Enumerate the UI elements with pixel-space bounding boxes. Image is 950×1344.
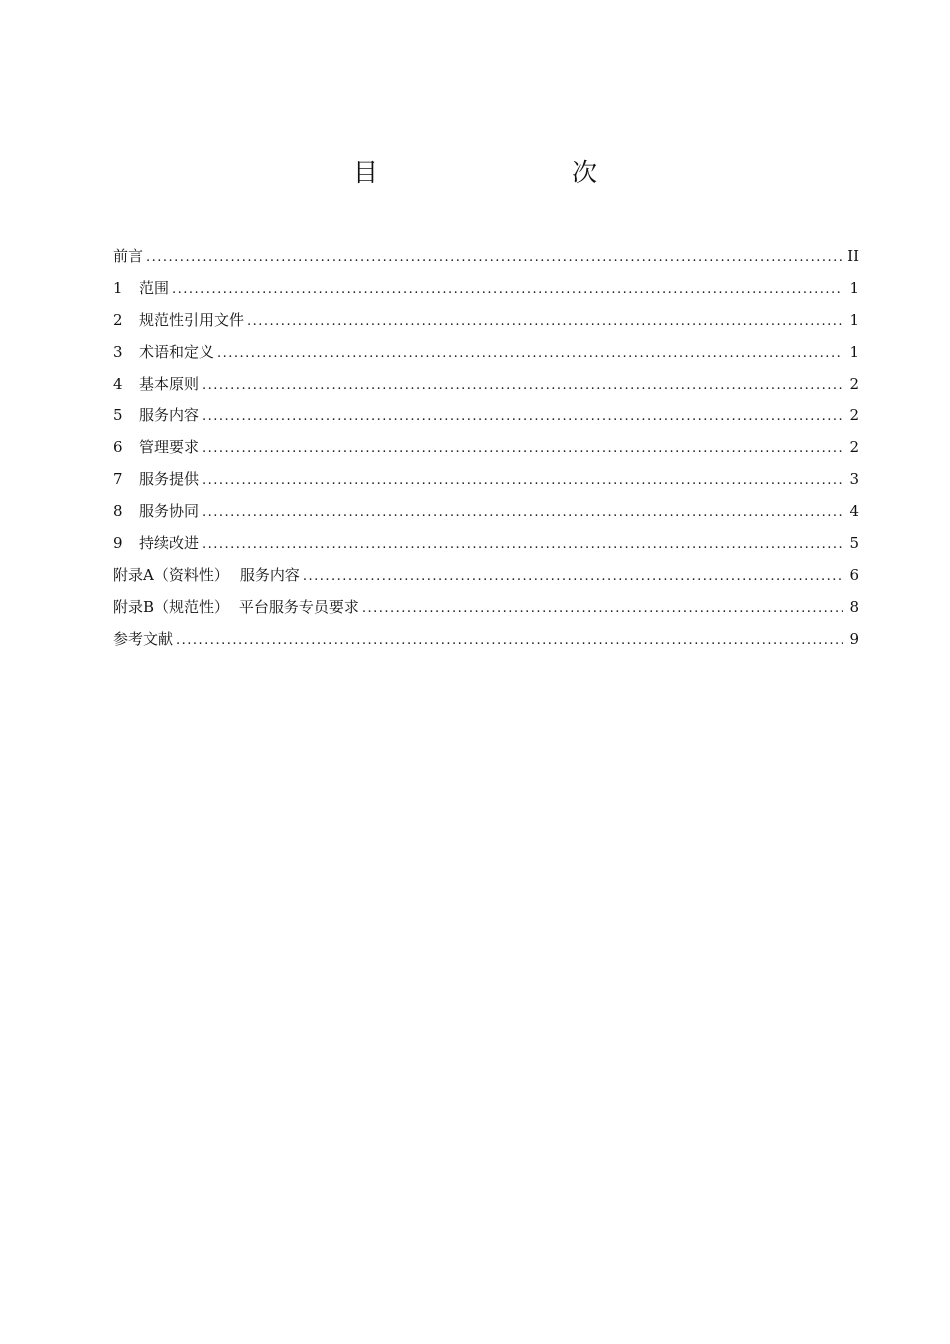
toc-entry-label: 服务内容 xyxy=(139,406,200,425)
toc-entry-2[interactable] xyxy=(113,305,859,337)
toc-page-number: 2 xyxy=(849,406,859,425)
toc-leader-dots xyxy=(202,465,843,497)
toc-entry-number: 3 xyxy=(113,342,123,361)
toc-entry-references[interactable] xyxy=(113,624,859,656)
toc-entry-label: 附录B（规范性） xyxy=(113,597,230,616)
toc-entry-number: 4 xyxy=(113,374,123,393)
toc-page-number: 1 xyxy=(849,342,859,361)
toc-page-number: 2 xyxy=(849,374,859,393)
toc-entry-appendix-a[interactable] xyxy=(113,560,859,592)
toc-entry-4[interactable] xyxy=(113,369,859,401)
toc-leader-dots xyxy=(202,401,843,433)
toc-entry-number: 5 xyxy=(113,406,123,425)
toc-entry-label: 前言 xyxy=(113,247,144,265)
toc-page-number: 9 xyxy=(849,629,859,648)
toc-entry-number: 6 xyxy=(113,438,123,457)
toc-page-number: 8 xyxy=(849,597,859,616)
toc-page-number: 5 xyxy=(849,534,859,553)
toc-entry-number: 1 xyxy=(113,278,123,297)
toc-entry-label: 规范性引用文件 xyxy=(139,310,245,329)
toc-entry-9[interactable] xyxy=(113,528,859,560)
toc-entry-sublabel: 平台服务专员要求 xyxy=(238,597,359,616)
toc-leader-dots xyxy=(202,497,843,529)
toc-entry-number: 7 xyxy=(113,470,123,489)
toc-entry-7[interactable] xyxy=(113,464,859,496)
toc-entry-number: 9 xyxy=(113,534,123,553)
toc-page-number: 1 xyxy=(849,310,859,329)
toc-leader-dots xyxy=(362,593,843,625)
toc-leader-dots xyxy=(303,561,843,593)
toc-entry-label: 范围 xyxy=(139,278,170,297)
toc-entry-label: 持续改进 xyxy=(139,534,200,553)
toc-entry-label: 参考文献 xyxy=(113,629,174,648)
toc-entry-6[interactable] xyxy=(113,432,859,464)
toc-entry-5[interactable] xyxy=(113,400,859,432)
toc-leader-dots xyxy=(202,529,843,561)
toc-entry-label: 服务提供 xyxy=(139,470,200,489)
toc-entry-sublabel: 服务内容 xyxy=(239,565,300,584)
toc-page-number: 3 xyxy=(849,470,859,489)
toc-entry-number: 8 xyxy=(113,502,123,521)
page-title: 目 次 xyxy=(352,158,645,187)
toc-entry-label: 管理要求 xyxy=(139,438,200,457)
toc-entry-number: 2 xyxy=(113,310,123,329)
toc-page-number: 2 xyxy=(849,438,859,457)
toc-entry-label: 术语和定义 xyxy=(139,342,215,361)
toc-entry-3[interactable] xyxy=(113,337,859,369)
toc-entry-8[interactable] xyxy=(113,496,859,528)
toc-page-number: 4 xyxy=(849,502,859,521)
toc-page-number: 1 xyxy=(849,278,859,297)
toc-entry-appendix-b[interactable] xyxy=(113,592,859,624)
toc-leader-dots xyxy=(176,625,843,657)
toc-page-number: II xyxy=(847,247,859,265)
toc-leader-dots xyxy=(202,370,843,402)
toc-page-number: 6 xyxy=(849,565,859,584)
toc-leader-dots xyxy=(247,306,843,338)
toc-entry-preface[interactable] xyxy=(113,241,859,273)
toc-leader-dots xyxy=(217,338,843,370)
table-of-contents xyxy=(113,241,859,656)
toc-entry-label: 附录A（资料性） xyxy=(113,565,229,584)
toc-leader-dots xyxy=(172,274,843,306)
toc-entry-1[interactable] xyxy=(113,273,859,305)
toc-leader-dots xyxy=(202,433,843,465)
toc-entry-label: 服务协同 xyxy=(139,502,200,521)
toc-entry-label: 基本原则 xyxy=(139,374,200,393)
toc-leader-dots xyxy=(146,242,843,274)
